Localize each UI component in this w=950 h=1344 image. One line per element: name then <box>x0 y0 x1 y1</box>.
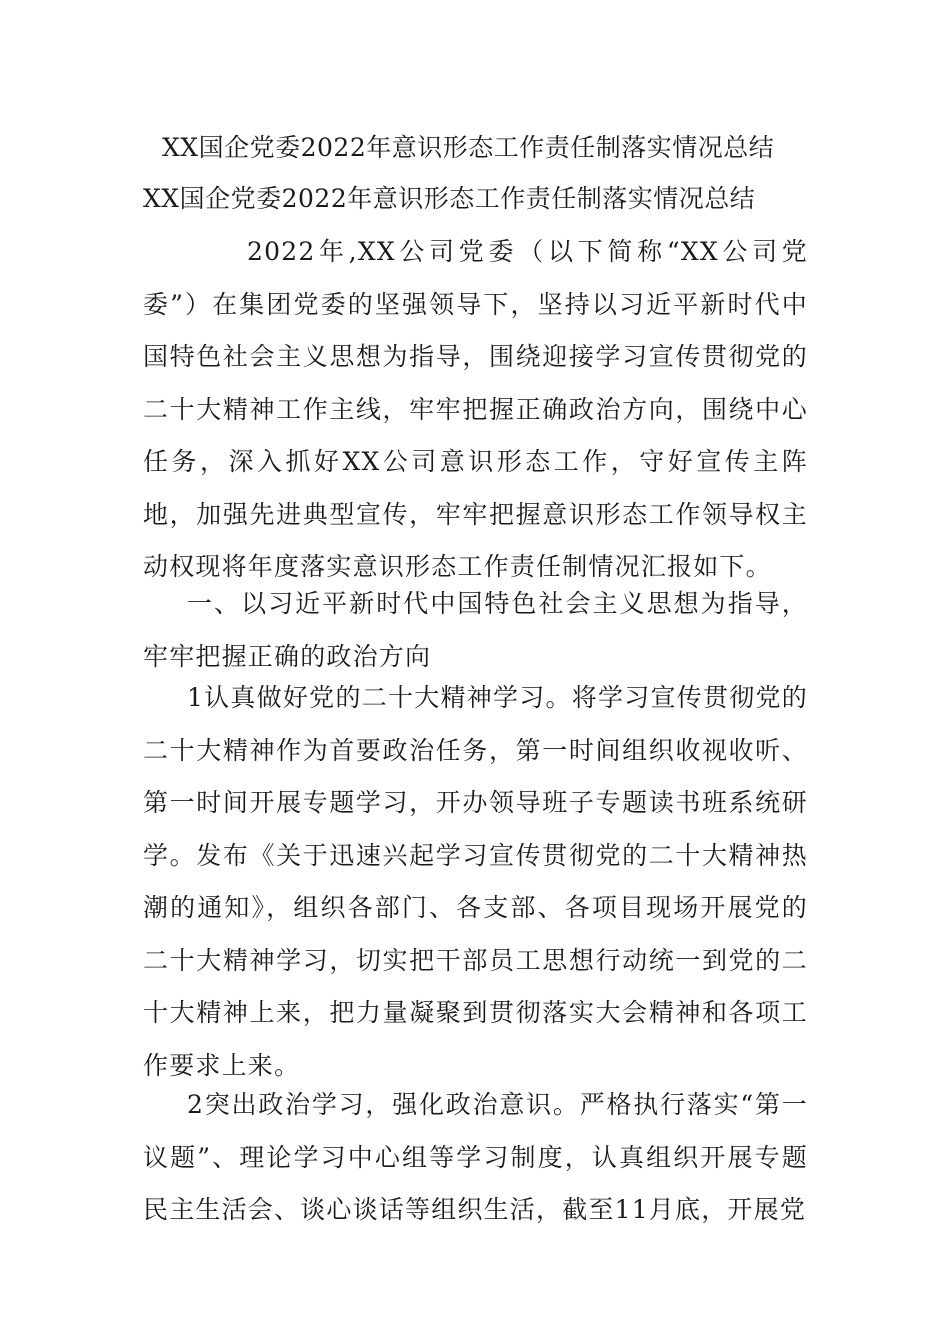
intro-paragraph: 2022年,XX公司党委（以下简称“XX公司党委”）在集团党委的坚强领导下，坚持以习近平新时代中国特色社会主义思想为指导，围绕迎接学习宣传贯彻党的二十大精神工作主线，牢牢把握正确政治方向，围绕中心任务，深入抓好XX公司意识形态工作，守好宣传主阵地，加强先进典型宣传，牢牢把握意识形态工作领导权主动权现将年度落实意识形态工作责任制情况汇报如下。 <box>143 237 808 581</box>
document-title: XX国企党委2022年意识形态工作责任制落实情况总结 <box>162 133 775 162</box>
item-2-paragraph: 2突出政治学习，强化政治意识。严格执行落实“第一议题”、理论学习中心组等学习制度，认真组织开展专题民主生活会、谈心谈话等组织生活，截至11月底，开展党 <box>143 1090 808 1224</box>
document-title-repeat: XX国企党委2022年意识形态工作责任制落实情况总结 <box>143 184 756 213</box>
item-1-paragraph: 1认真做好党的二十大精神学习。将学习宣传贯彻党的二十大精神作为首要政治任务，第一时间组织收视收听、第一时间开展专题学习，开办领导班子专题读书班系统研学。发布《关于迅速兴起学习宣传贯彻党的二十大精神热潮的通知》，组织各部门、各支部、各项目现场开展党的二十大精神学习，切实把干部员工思想行动统一到党的二十大精神上来，把力量凝聚到贯彻落实大会精神和各项工作要求上来。 <box>143 683 808 1080</box>
section-1-heading: 一、以习近平新时代中国特色社会主义思想为指导，牢牢把握正确的政治方向 <box>143 589 808 671</box>
